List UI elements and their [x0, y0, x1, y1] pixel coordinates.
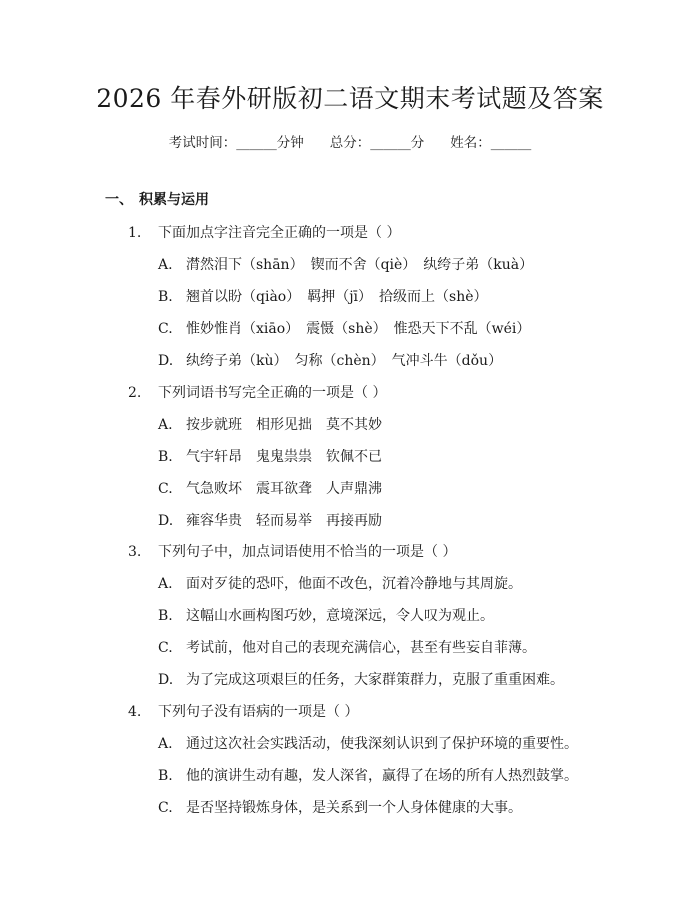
exam-meta [0, 133, 700, 153]
option-text: 面对歹徒的恐吓，他面不改色，沉着冷静地与其周旋。 [186, 576, 522, 592]
option-text: 这幅山水画构图巧妙，意境深远，令人叹为观止。 [186, 608, 494, 624]
exam-time-field: 考试时间：______分钟 [168, 135, 304, 151]
option-text: 惟妙惟肖（xiāo） 震慑（shè） 惟恐天下不乱（wéi） [186, 321, 531, 337]
option-letter: A. [158, 576, 173, 592]
question-4 [128, 702, 358, 722]
option-text: 考试前，他对自己的表现充满信心，甚至有些妄自菲薄。 [186, 640, 536, 656]
option-letter: B. [158, 449, 173, 465]
question-number: 4. [128, 704, 142, 720]
question-text: 下面加点字注音完全正确的一项是（ ） [158, 225, 401, 241]
question-2-option-a [158, 415, 382, 435]
option-text: 雍容华贵 轻而易举 再接再励 [186, 513, 382, 529]
option-text: 翘首以盼（qiào） 羁押（jī） 拾级而上（shè） [186, 289, 488, 305]
question-2-option-d [158, 511, 382, 531]
option-text: 纨绔子弟（kù） 匀称（chèn） 气冲斗牛（dǒu） [186, 353, 503, 369]
exam-score-field: 总分：______分 [329, 135, 425, 151]
question-3-option-c [158, 638, 536, 658]
question-4-option-a [158, 734, 578, 754]
option-letter: D. [158, 513, 174, 529]
option-text: 他的演讲生动有趣，发人深省，赢得了在场的所有人热烈鼓掌。 [186, 768, 578, 784]
option-text: 按步就班 相形见拙 莫不其妙 [186, 417, 382, 433]
question-1-option-a [158, 255, 533, 275]
question-1 [128, 223, 400, 243]
section-number: 一、 [105, 192, 133, 208]
exam-name-field: 姓名：______ [450, 135, 532, 151]
question-text: 下列句子中，加点词语使用不恰当的一项是（ ） [158, 544, 457, 560]
option-letter: C. [158, 321, 173, 337]
question-1-option-b [158, 287, 488, 307]
question-4-option-b [158, 766, 578, 786]
section-heading [105, 190, 209, 210]
question-3-option-a [158, 574, 522, 594]
option-letter: B. [158, 289, 173, 305]
option-letter: D. [158, 672, 174, 688]
option-letter: B. [158, 768, 173, 784]
option-letter: A. [158, 736, 173, 752]
option-letter: D. [158, 353, 174, 369]
question-number: 2. [128, 385, 142, 401]
option-text: 通过这次社会实践活动，使我深刻认识到了保护环境的重要性。 [186, 736, 578, 752]
option-letter: A. [158, 417, 173, 433]
question-1-option-c [158, 319, 530, 339]
question-2-option-b [158, 447, 382, 467]
question-text: 下列句子没有语病的一项是（ ） [158, 704, 359, 720]
question-1-option-d [158, 351, 502, 371]
option-text: 气宇轩昂 鬼鬼祟祟 钦佩不已 [186, 449, 382, 465]
option-letter: C. [158, 640, 173, 656]
question-text: 下列词语书写完全正确的一项是（ ） [158, 385, 387, 401]
option-letter: B. [158, 608, 173, 624]
question-3-option-b [158, 606, 494, 626]
option-letter: C. [158, 481, 173, 497]
exam-title: 2026 年春外研版初二语文期末考试题及答案 [96, 84, 604, 113]
section-title: 积累与运用 [139, 192, 209, 208]
question-3-option-d [158, 670, 564, 690]
question-number: 3. [128, 544, 142, 560]
option-text: 是否坚持锻炼身体，是关系到一个人身体健康的大事。 [186, 800, 522, 816]
question-2-option-c [158, 479, 382, 499]
option-letter: C. [158, 800, 173, 816]
question-2 [128, 383, 386, 403]
option-text: 气急败坏 震耳欲聋 人声鼎沸 [186, 481, 382, 497]
option-letter: A. [158, 257, 173, 273]
option-text: 潸然泪下（shān） 锲而不舍（qiè） 纨绔子弟（kuà） [186, 257, 534, 273]
question-number: 1. [128, 225, 142, 241]
question-4-option-c [158, 798, 522, 818]
option-text: 为了完成这项艰巨的任务，大家群策群力，克服了重重困难。 [186, 672, 564, 688]
question-3 [128, 542, 456, 562]
